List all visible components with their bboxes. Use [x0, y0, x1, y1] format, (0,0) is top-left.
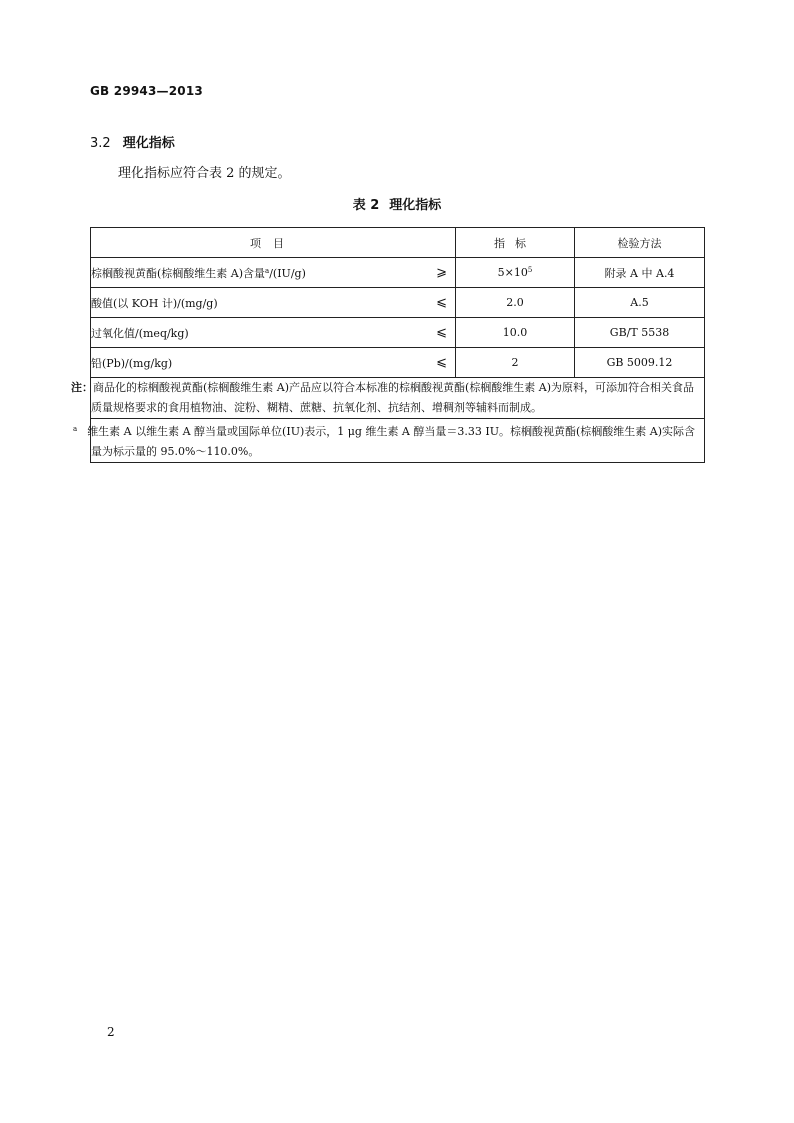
table-row — [91, 258, 705, 288]
table-row — [91, 318, 705, 348]
header-item: 项目 — [91, 228, 456, 258]
row-item — [91, 288, 456, 318]
row-item-label: 酸值(以 KOH 计)/(mg/g) — [91, 296, 218, 310]
table-note — [71, 378, 705, 419]
row-value: 2.0 — [456, 288, 575, 318]
table-header-row — [91, 228, 705, 258]
note-text: 商品化的棕榈酸视黄酯(棕榈酸维生素 A)产品应以符合本标准的棕榈酸视黄酯(棕榈酸维生素 A)为原料，可添加符合相关食品质量规格要求的食用植物油、淀粉、糊精、蔗糖、抗氧化剂、抗结剂、增稠剂等辅料而制成。 — [91, 381, 695, 414]
row-item-label: 铅(Pb)/(mg/kg) — [91, 356, 173, 370]
comparison-symbol: ⩽ — [436, 295, 447, 310]
table-caption — [0, 194, 794, 213]
footnote-mark: a — [73, 425, 78, 433]
row-item — [91, 318, 456, 348]
table-row — [91, 348, 705, 378]
footnote-ref: a — [265, 266, 270, 275]
row-item — [91, 348, 456, 378]
comparison-symbol: ⩾ — [436, 265, 447, 280]
note-label: 注： — [71, 381, 93, 394]
section-title: 理化指标 — [122, 136, 175, 151]
table-footnote-row — [91, 419, 705, 463]
row-method: GB/T 5538 — [575, 318, 705, 348]
spec-table — [71, 227, 705, 463]
row-method: A.5 — [575, 288, 705, 318]
section-paragraph: 理化指标应符合表 2 的规定。 — [118, 166, 291, 181]
table-footnote — [73, 419, 705, 463]
table-row — [91, 288, 705, 318]
comparison-symbol: ⩽ — [436, 325, 447, 340]
footnote-text: 维生素 A 以维生素 A 醇当量或国际单位(IU)表示，1 μg 维生素 A 醇当量＝3.33 IU。棕榈酸视黄酯(棕榈酸维生素 A)实际含量为标示量的 95.0%～110.0%。 — [87, 425, 696, 458]
header-value: 指标 — [456, 228, 575, 258]
row-method: GB 5009.12 — [575, 348, 705, 378]
section-number: 3.2 — [90, 136, 111, 151]
standard-code: GB 29943—2013 — [90, 84, 203, 98]
table-caption-label: 表 2 — [352, 198, 380, 213]
row-item-label: 过氧化值/(meq/kg) — [91, 326, 189, 340]
row-item — [91, 258, 456, 288]
row-value: 10.0 — [456, 318, 575, 348]
comparison-symbol: ⩽ — [436, 355, 447, 370]
table-note-row — [91, 378, 705, 419]
section-heading — [90, 132, 175, 151]
header-method: 检验方法 — [575, 228, 705, 258]
page-number: 2 — [107, 1025, 115, 1039]
row-value: 2 — [456, 348, 575, 378]
row-value: $5\times 10^5$ — [456, 258, 575, 288]
row-method: 附录 A 中 A.4 — [575, 258, 705, 288]
row-item-label: 棕榈酸视黄酯(棕榈酸维生素 A)含量$^a$/(IU/g) — [91, 266, 306, 280]
table-caption-title: 理化指标 — [389, 198, 442, 213]
